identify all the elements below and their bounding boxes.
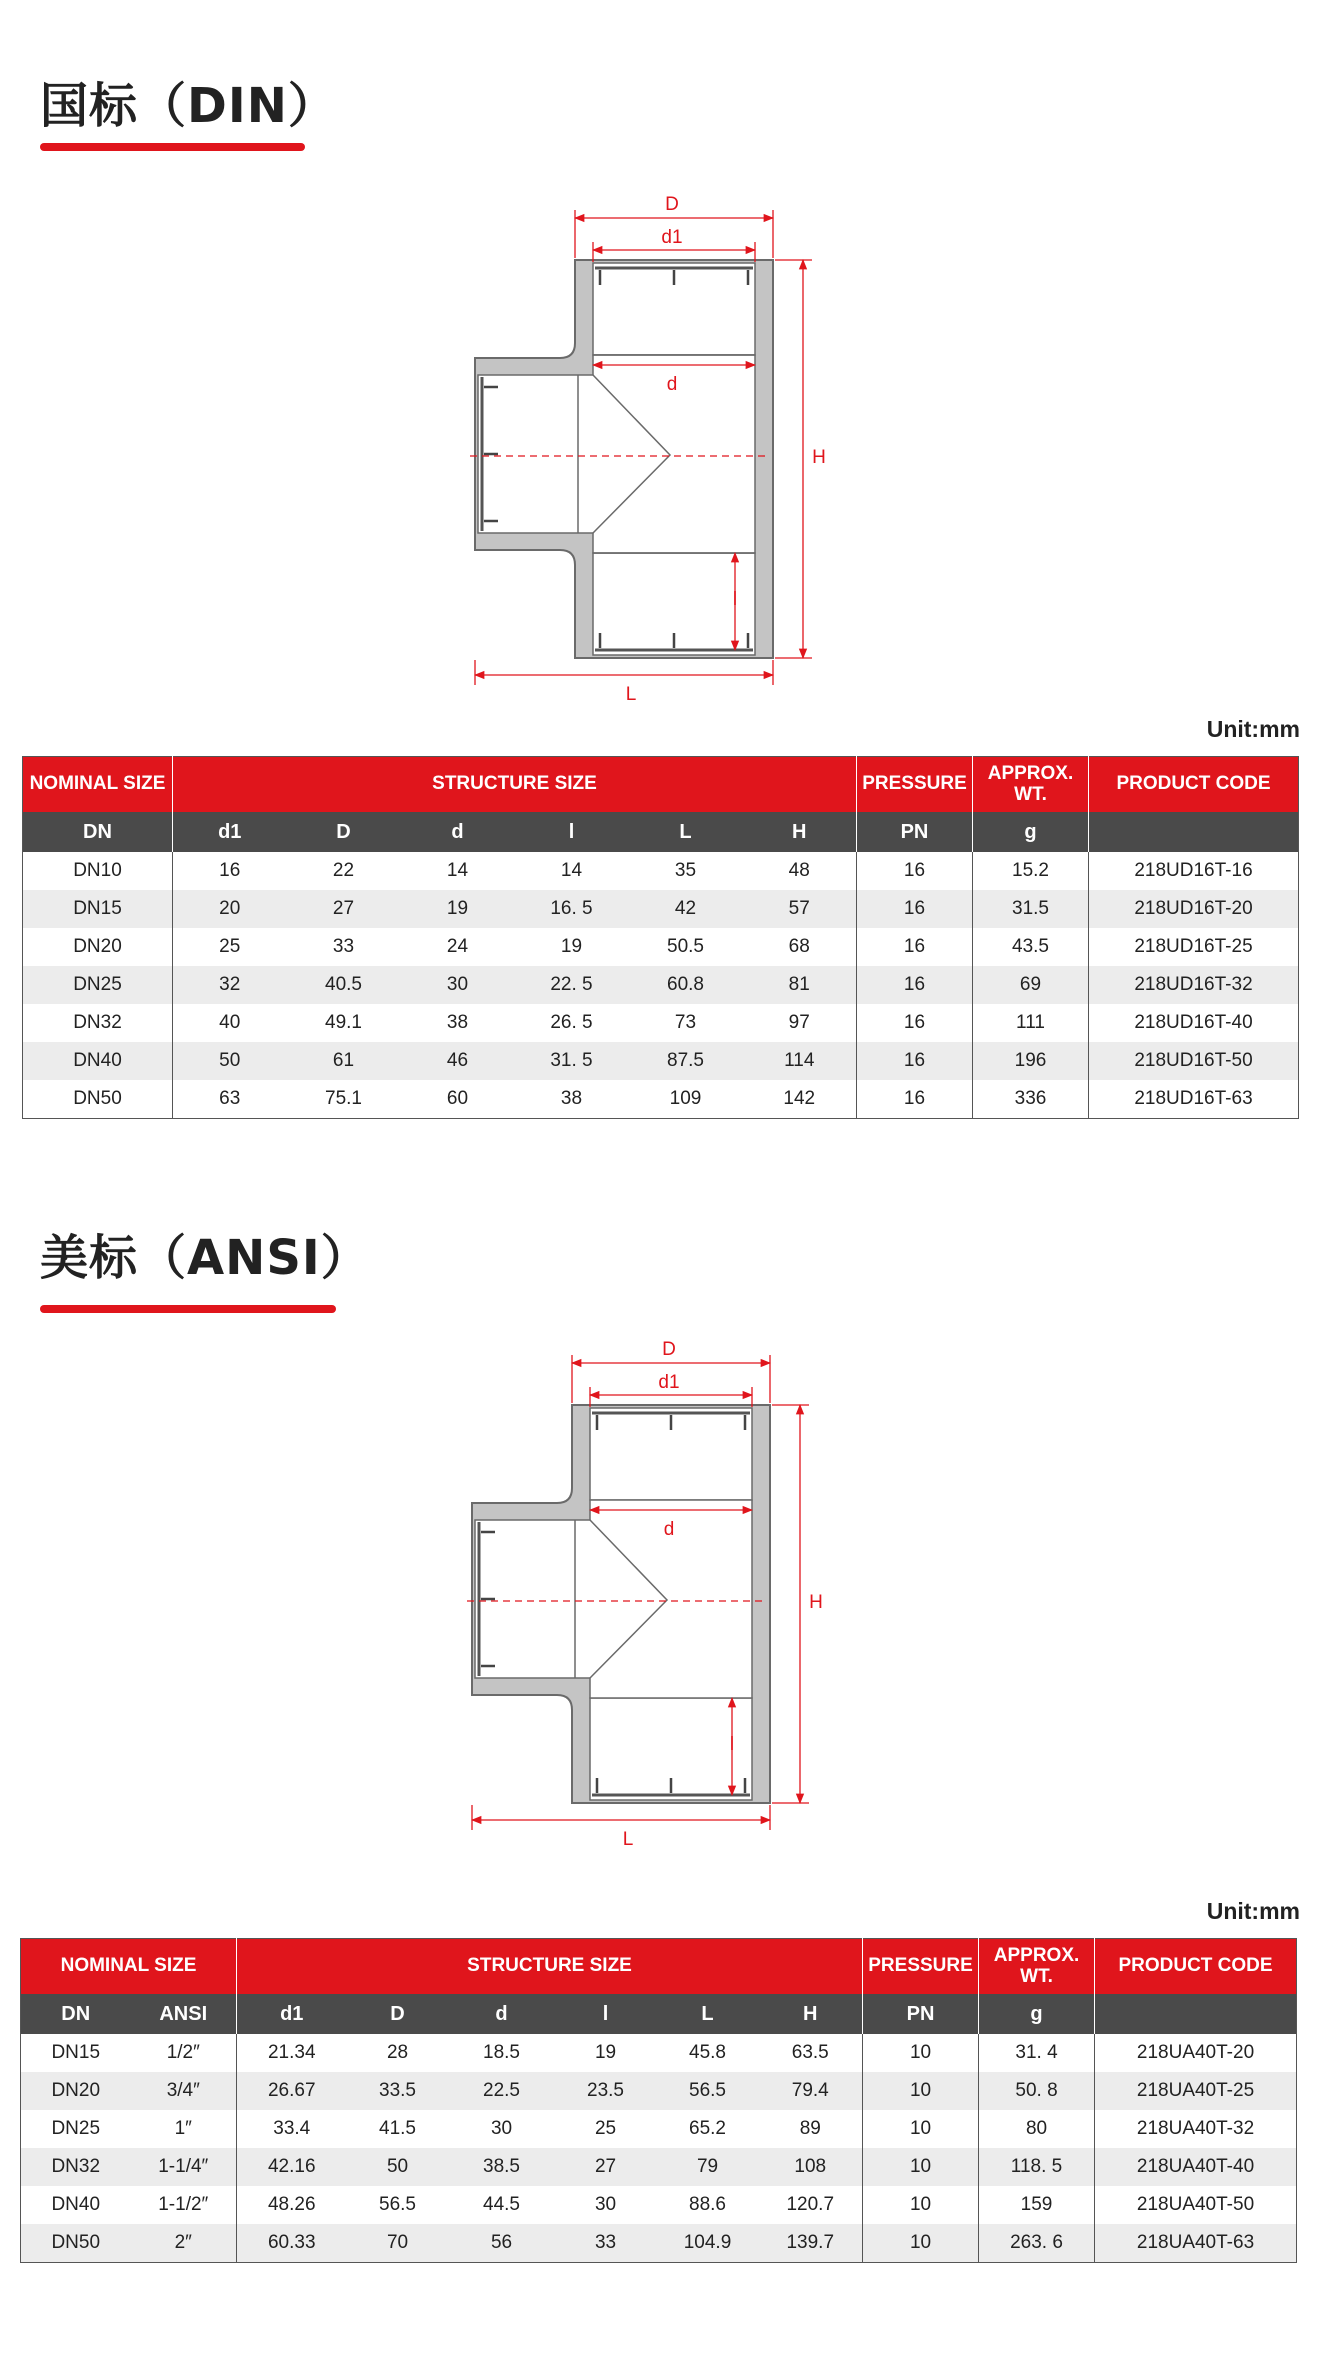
table-cell: 114 <box>743 1042 857 1080</box>
din-header-approx-weight: APPROX. WT. <box>973 757 1089 813</box>
table-cell: 10 <box>863 2034 979 2072</box>
ansi-col-code <box>1095 1994 1297 2034</box>
din-col-l: l <box>515 812 629 852</box>
table-cell: 48.26 <box>267 2194 316 2215</box>
table-cell: 50.5 <box>667 936 704 957</box>
table-cell: 16. 5 <box>515 890 629 928</box>
table-cell: 10 <box>863 2186 979 2224</box>
table-cell: 16 <box>857 1004 973 1042</box>
table-cell: DN15 <box>51 2042 101 2063</box>
din-header-structure-size: STRUCTURE SIZE <box>173 757 857 813</box>
table-cell: 56.5 <box>657 2072 759 2110</box>
din-col-dn: DN <box>23 812 173 852</box>
table-cell: 22.5 <box>449 2072 555 2110</box>
table-cell: 60.33 <box>237 2224 347 2263</box>
table-cell: 10 <box>863 2072 979 2110</box>
din-col-d1: d1 <box>173 812 287 852</box>
ansi-header-nominal-size: NOMINAL SIZE <box>21 1939 237 1995</box>
ansi-title-underline <box>40 1305 336 1313</box>
table-cell: 19 <box>594 2042 617 2063</box>
table-cell: 120.7 <box>759 2186 863 2224</box>
din-col-d: d <box>401 812 515 852</box>
table-cell: 111 <box>973 1004 1089 1042</box>
table-cell: 21.34 <box>267 2042 316 2063</box>
table-cell: 27 <box>555 2148 657 2186</box>
table-cell: 33.5 <box>347 2072 449 2110</box>
din-header-pressure: PRESSURE <box>857 757 973 813</box>
ansi-label-H: H <box>809 1592 823 1613</box>
ansi-header-row-primary <box>21 1939 1297 1995</box>
table-cell: 218UA40T-50 <box>1136 2194 1255 2215</box>
table-cell: 28 <box>386 2042 409 2063</box>
din-label-H: H <box>812 447 826 468</box>
ansi-col-l: l <box>555 1994 657 2034</box>
table-cell: 10 <box>863 2224 979 2263</box>
table-cell: DN15 <box>23 890 173 928</box>
table-cell: 32 <box>173 966 287 1004</box>
table-cell: 60.8 <box>629 966 743 1004</box>
table-row <box>21 2110 1297 2148</box>
ansi-section-title: 美标（ANSI） <box>40 1230 370 1286</box>
table-cell: DN25 <box>51 2118 101 2139</box>
table-cell: 68 <box>743 928 857 966</box>
din-table-body <box>23 852 1299 1119</box>
table-cell: 2″ <box>131 2224 237 2263</box>
ansi-label-D: D <box>662 1339 676 1360</box>
table-cell: 16 <box>857 1080 973 1119</box>
table-cell: 218UD16T-63 <box>1134 1088 1253 1109</box>
table-cell: 336 <box>973 1080 1089 1119</box>
table-cell: 44.5 <box>483 2194 520 2215</box>
ansi-col-L: L <box>657 1994 759 2034</box>
table-cell: 104.9 <box>657 2224 759 2263</box>
table-row <box>23 1004 1299 1042</box>
ansi-header-structure-size: STRUCTURE SIZE <box>237 1939 863 1995</box>
din-col-code <box>1089 812 1299 852</box>
ansi-col-d1: d1 <box>237 1994 347 2034</box>
table-cell: 20 <box>173 890 287 928</box>
table-cell: 69 <box>973 966 1089 1004</box>
din-tee-fitting-body <box>475 260 773 658</box>
table-row <box>21 2186 1297 2224</box>
table-cell: 79 <box>657 2148 759 2186</box>
table-cell: DN32 <box>23 1004 173 1042</box>
ansi-col-dn: DN <box>21 1994 131 2034</box>
ansi-tee-fitting-body <box>472 1405 770 1803</box>
table-cell: 16 <box>857 890 973 928</box>
table-row <box>21 2072 1297 2110</box>
table-cell: 30 <box>594 2194 617 2215</box>
table-cell: 48 <box>743 852 857 890</box>
ansi-spec-table <box>20 1938 1297 2263</box>
table-row <box>21 2034 1297 2072</box>
table-cell: 218UD16T-32 <box>1089 966 1299 1004</box>
table-cell: 19 <box>401 890 515 928</box>
table-cell: 23.5 <box>555 2072 657 2110</box>
din-col-L: L <box>629 812 743 852</box>
table-cell: 50. 8 <box>979 2072 1095 2110</box>
table-cell: 50 <box>173 1042 287 1080</box>
table-cell: 40.5 <box>287 966 401 1004</box>
table-cell: 109 <box>669 1088 702 1109</box>
table-cell: 159 <box>979 2186 1095 2224</box>
table-cell: 43.5 <box>973 928 1089 966</box>
table-cell: DN20 <box>21 2072 131 2110</box>
table-cell: 49.1 <box>325 1012 362 1033</box>
table-cell: 31.5 <box>973 890 1089 928</box>
table-row <box>23 966 1299 1004</box>
table-cell: 60 <box>446 1088 469 1109</box>
ansi-table-body <box>21 2034 1297 2263</box>
table-cell: 14 <box>446 860 469 881</box>
table-cell: 80 <box>979 2110 1095 2148</box>
table-cell: 108 <box>759 2148 863 2186</box>
table-cell: 33 <box>555 2224 657 2263</box>
table-cell: 33.4 <box>273 2118 311 2139</box>
table-row <box>21 2224 1297 2263</box>
table-cell: 16 <box>857 928 973 966</box>
table-cell: 218UD16T-50 <box>1089 1042 1299 1080</box>
din-label-D: D <box>665 194 679 215</box>
table-cell: 218UA40T-20 <box>1136 2042 1255 2063</box>
ansi-unit-label: Unit:mm <box>1206 1898 1300 1924</box>
table-cell: 73 <box>674 1012 697 1033</box>
table-cell: 16 <box>219 860 241 881</box>
din-section-title: 国标（DIN） <box>40 78 337 134</box>
table-row <box>23 1080 1299 1119</box>
table-cell: 16 <box>857 966 973 1004</box>
table-cell: 63.5 <box>759 2034 863 2072</box>
ansi-col-H: H <box>759 1994 863 2034</box>
table-cell: DN50 <box>21 2224 131 2263</box>
din-col-g: g <box>973 812 1089 852</box>
table-cell: 30 <box>401 966 515 1004</box>
din-header-row-primary <box>23 757 1299 813</box>
table-cell: 63 <box>219 1088 241 1109</box>
din-label-d: d <box>666 374 678 395</box>
table-cell: 46 <box>401 1042 515 1080</box>
table-cell: 22 <box>332 860 355 881</box>
table-cell: 31. 5 <box>515 1042 629 1080</box>
din-label-l: l <box>732 589 738 610</box>
table-cell: 142 <box>743 1080 857 1119</box>
ansi-label-L: L <box>622 1829 634 1850</box>
table-cell: 3/4″ <box>131 2072 237 2110</box>
table-row <box>21 2148 1297 2186</box>
table-cell: 70 <box>347 2224 449 2263</box>
table-cell: 42.16 <box>237 2148 347 2186</box>
table-cell: 41.5 <box>379 2118 416 2139</box>
din-header-row-secondary <box>23 812 1299 852</box>
table-cell: 31. 4 <box>979 2034 1095 2072</box>
ansi-header-approx-weight: APPROX. WT. <box>979 1939 1095 1995</box>
table-cell: 87.5 <box>629 1042 743 1080</box>
table-cell: 24 <box>446 936 469 957</box>
table-cell: 57 <box>743 890 857 928</box>
table-cell: 118. 5 <box>979 2148 1095 2186</box>
table-cell: 38 <box>446 1012 469 1033</box>
table-cell: 25 <box>594 2118 617 2139</box>
table-row <box>23 852 1299 890</box>
table-cell: 26.67 <box>237 2072 347 2110</box>
table-cell: 16 <box>857 1042 973 1080</box>
table-cell: 38 <box>560 1088 583 1109</box>
table-cell: 218UA40T-63 <box>1095 2224 1297 2263</box>
table-cell: 218UD16T-20 <box>1089 890 1299 928</box>
din-col-H: H <box>743 812 857 852</box>
table-cell: 35 <box>674 860 697 881</box>
din-unit-label: Unit:mm <box>1206 716 1300 742</box>
table-cell: 218UD16T-16 <box>1134 860 1253 881</box>
table-cell: 97 <box>743 1004 857 1042</box>
ansi-label-d1: d1 <box>658 1372 680 1393</box>
table-cell: 26. 5 <box>550 1012 593 1033</box>
din-spec-table <box>22 756 1299 1119</box>
table-cell: 18.5 <box>483 2042 520 2063</box>
table-cell: 30 <box>490 2118 513 2139</box>
table-row <box>23 928 1299 966</box>
table-cell: 263. 6 <box>979 2224 1095 2263</box>
table-cell: 1/2″ <box>131 2034 237 2072</box>
table-cell: 218UD16T-25 <box>1134 936 1253 957</box>
table-cell: 61 <box>287 1042 401 1080</box>
ansi-col-d: d <box>449 1994 555 2034</box>
table-cell: 218UA40T-40 <box>1095 2148 1297 2186</box>
table-cell: DN40 <box>51 2194 101 2215</box>
table-cell: DN10 <box>23 852 173 890</box>
table-cell: DN32 <box>21 2148 131 2186</box>
ansi-col-pn: PN <box>863 1994 979 2034</box>
table-cell: 56.5 <box>379 2194 416 2215</box>
table-cell: 1-1/4″ <box>131 2148 237 2186</box>
table-cell: DN25 <box>23 966 173 1004</box>
table-cell: 79.4 <box>759 2072 863 2110</box>
din-header-nominal-size: NOMINAL SIZE <box>23 757 173 813</box>
ansi-tee-diagram <box>437 1325 857 1865</box>
table-cell: 10 <box>863 2148 979 2186</box>
table-cell: 19 <box>560 936 583 957</box>
table-cell: 42 <box>629 890 743 928</box>
table-cell: 75.1 <box>325 1088 362 1109</box>
table-cell: 45.8 <box>689 2042 726 2063</box>
din-title-underline <box>40 143 305 151</box>
table-cell: 218UA40T-25 <box>1095 2072 1297 2110</box>
table-cell: 218UD16T-40 <box>1134 1012 1253 1033</box>
table-cell: 40 <box>219 1012 241 1033</box>
ansi-header-product-code: PRODUCT CODE <box>1095 1939 1297 1995</box>
table-cell: DN20 <box>23 928 173 966</box>
table-cell: 56 <box>449 2224 555 2263</box>
din-col-pn: PN <box>857 812 973 852</box>
table-cell: 16 <box>857 852 973 890</box>
table-cell: 27 <box>287 890 401 928</box>
table-cell: 10 <box>863 2110 979 2148</box>
table-cell: 196 <box>973 1042 1089 1080</box>
table-cell: 88.6 <box>689 2194 726 2215</box>
table-row <box>23 1042 1299 1080</box>
table-cell: 81 <box>743 966 857 1004</box>
table-cell: 38.5 <box>449 2148 555 2186</box>
ansi-label-d: d <box>663 1519 675 1540</box>
table-row <box>23 890 1299 928</box>
table-cell: 65.2 <box>689 2118 726 2139</box>
ansi-col-g: g <box>979 1994 1095 2034</box>
ansi-col-D: D <box>347 1994 449 2034</box>
table-cell: 1″ <box>131 2110 237 2148</box>
table-cell: 33 <box>332 936 355 957</box>
din-header-product-code: PRODUCT CODE <box>1089 757 1299 813</box>
din-label-L: L <box>625 684 637 705</box>
table-cell: 50 <box>347 2148 449 2186</box>
table-cell: 89 <box>759 2110 863 2148</box>
ansi-header-pressure: PRESSURE <box>863 1939 979 1995</box>
din-label-d1: d1 <box>661 227 683 248</box>
ansi-col-ansi: ANSI <box>131 1994 237 2034</box>
table-cell: DN50 <box>23 1080 173 1119</box>
table-cell: 14 <box>560 860 583 881</box>
table-cell: DN40 <box>23 1042 173 1080</box>
table-cell: 22. 5 <box>515 966 629 1004</box>
table-cell: 25 <box>219 936 241 957</box>
ansi-label-l: l <box>729 1734 735 1755</box>
din-tee-diagram <box>440 180 860 720</box>
table-cell: 15.2 <box>973 852 1089 890</box>
table-cell: 218UA40T-32 <box>1136 2118 1255 2139</box>
din-col-D: D <box>287 812 401 852</box>
table-cell: 139.7 <box>759 2224 863 2263</box>
ansi-header-row-secondary <box>21 1994 1297 2034</box>
table-cell: 1-1/2″ <box>131 2186 237 2224</box>
